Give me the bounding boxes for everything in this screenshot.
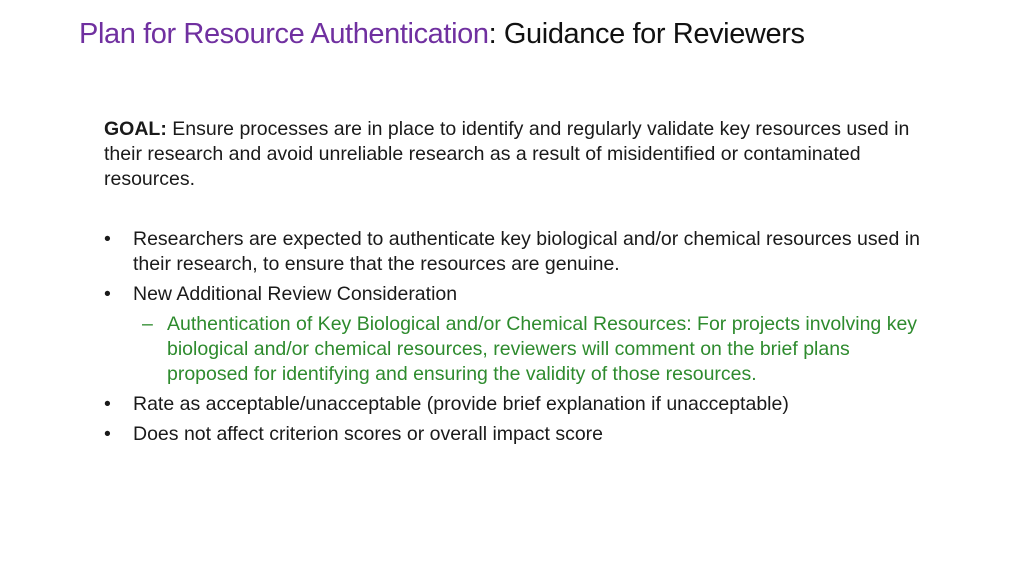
slide-title-accent: Plan for Resource Authentication — [79, 18, 489, 50]
bullet-text: Researchers are expected to authenticate key biological and/or chemical resources used in their research, to ensure that the resources are genuine. — [133, 228, 920, 275]
bullet-item — [104, 227, 934, 277]
bullet-icon: • — [104, 393, 111, 415]
sub-bullet-text: Authentication of Key Biological and/or Chemical Resources: For projects involving key biological and/or chemical resources, reviewers will comment on the brief plans proposed for identifying and ensuring the validity of those resources. — [167, 313, 918, 385]
bullet-text: New Additional Review Consideration — [133, 283, 458, 305]
bullet-icon: • — [104, 228, 111, 250]
bullet-text: Does not affect criterion scores or overall impact score — [133, 423, 603, 445]
bullet-icon: • — [104, 283, 111, 305]
goal-text: Ensure processes are in place to identify and regularly validate key resources used in their research and avoid unreliable research as a result of misidentified or contaminated resources. — [104, 118, 910, 190]
bullet-list — [104, 227, 934, 447]
slide-title — [79, 14, 959, 54]
sub-bullet-item — [133, 312, 934, 387]
sub-bullet-list — [133, 312, 934, 387]
dash-icon: – — [142, 313, 153, 335]
slide-title-rest: : Guidance for Reviewers — [488, 18, 805, 50]
bullet-icon: • — [104, 423, 111, 445]
slide-body — [104, 117, 934, 452]
bullet-item — [104, 422, 934, 447]
bullet-text: Rate as acceptable/unacceptable (provide brief explanation if unacceptable) — [133, 393, 789, 415]
goal-statement — [104, 117, 934, 192]
bullet-item — [104, 392, 934, 417]
goal-label: GOAL: — [104, 118, 167, 140]
bullet-item — [104, 282, 934, 387]
